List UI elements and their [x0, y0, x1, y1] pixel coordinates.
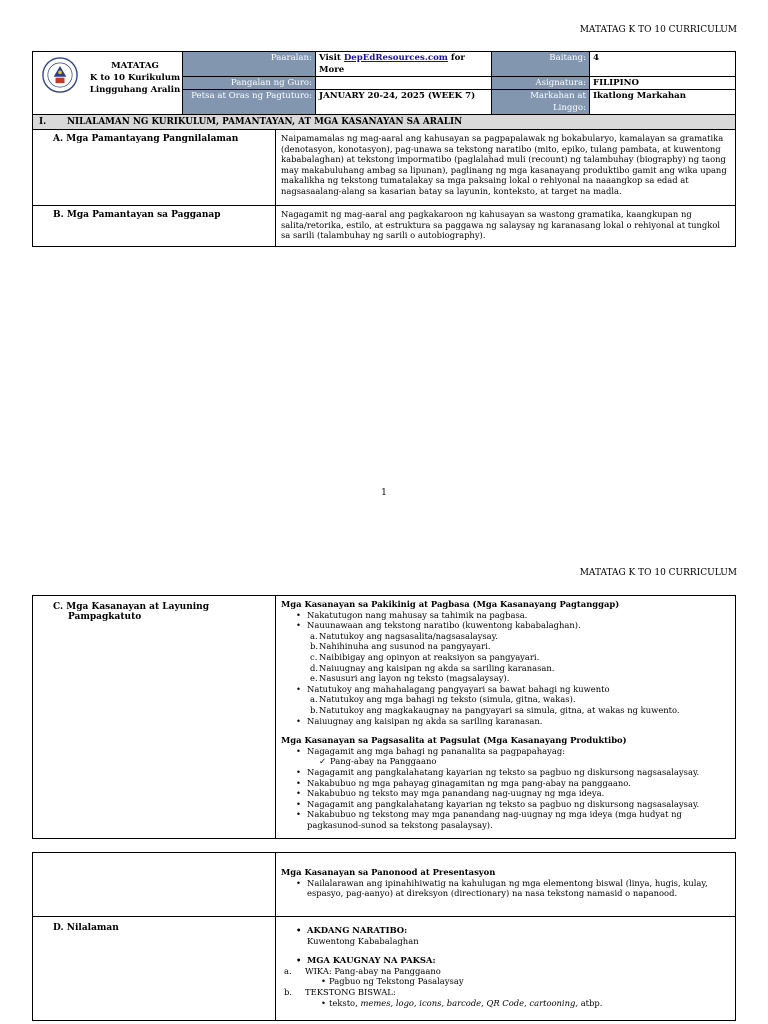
- paaralan-value: Visit DepEdResources.com for More: [316, 52, 492, 77]
- list-item: a. Natutukoy ang nagsasalita/nagsasalaysay.: [310, 630, 498, 641]
- checkmark-icon: ✓: [319, 756, 327, 767]
- list-item: Kuwentong Kababalaghan: [307, 935, 419, 946]
- list-item: • Nakabubuo ng teksto may mga panandang nag-uugnay ng mga ideya.: [281, 788, 730, 799]
- petsa-value: JANUARY 20-24, 2025 (WEEK 7): [316, 90, 492, 115]
- list-item: a. WIKA: Pang-abay na Panggaano: [284, 965, 441, 976]
- section-1-table: [32, 114, 736, 247]
- list-item: b. Natutukoy ang magkakaugnay na pangyayari sa simula, gitna, at wakas ng kuwento.: [310, 704, 680, 715]
- list-item: b. Nahihinuha ang susunod na pangyayari.: [310, 641, 491, 652]
- list-item: b. TEKSTONG BISWAL:: [284, 986, 396, 997]
- pamantayan-pagganap-text: Nagagamit ng mag-aaral ang pagkakaroon ng kahusayan sa wastong gramatika, kaangkupan ng salita/retorika, estilo, at estruktura sa paggawa ng salaysay ng karanasang lokal o rehiyonal at tungkol sa sarili (talambuhay ng sarili o autobiography).: [276, 206, 736, 247]
- deped-resources-link[interactable]: DepEdResources.com: [343, 53, 448, 63]
- list-item: c. Naibibigay ang opinyon at reaksiyon sa pangyayari.: [310, 651, 540, 662]
- list-item: • Nakabubuo ng tekstong may mga panandang nag-uugnay ng mga ideya (mga hudyat ng pagkasunod-sunod sa tekstong pasalaysay).: [281, 809, 730, 830]
- guro-value: [316, 77, 492, 90]
- logo-text: [85, 60, 185, 96]
- baitang-value: 4: [590, 52, 736, 77]
- pagsasalita-pagsulat-heading: Mga Kasanayan sa Pagsasalita at Pagsulat (Mga Kasanayang Produktibo): [281, 735, 627, 746]
- list-item: • teksto, memes, logo, icons, barcode, QR Code, cartooning, atbp.: [281, 998, 730, 1009]
- empty-left-cell: [33, 853, 276, 917]
- nilalaman-label: D. Nilalaman: [33, 917, 276, 1021]
- page-number: 1: [381, 488, 387, 498]
- asignatura-value: FILIPINO: [590, 77, 736, 90]
- list-item: ✓ Pang-abay na Panggaano: [319, 756, 437, 767]
- kasanayan-layunin-label: C. Mga Kasanayan at Layuning Pampagkatuto: [33, 596, 276, 839]
- list-item: a. Natutukoy ang mga bahagi ng teksto (simula, gitna, wakas).: [310, 694, 576, 705]
- markahan-value: Ikatlong Markahan: [590, 90, 736, 115]
- list-item: • Nagagamit ang pangkalahatang kayarian ng teksto sa pagbuo ng diskursong nagsasalaysay.: [281, 767, 730, 778]
- list-item: • Pagbuo ng Tekstong Pasalaysay: [281, 976, 730, 987]
- section-1-title: I. NILALAMAN NG KURIKULUM, PAMANTAYAN, AT MGA KASANAYAN SA ARALIN: [33, 115, 736, 130]
- header-table: [32, 51, 736, 115]
- markahan-label: Markahan at Linggo:: [492, 90, 590, 115]
- pamantayan-pagganap-label: B. Mga Pamantayan sa Pagganap: [33, 206, 276, 247]
- nilalaman-content: [276, 917, 736, 1021]
- list-item: • Nagagamit ang mga bahagi ng pananalita sa pagpapahayag:: [281, 746, 730, 757]
- list-item: • Natutukoy ang mahahalagang pangyayari sa bawat bahagi ng kuwento: [281, 684, 730, 695]
- running-header: MATATAG K TO 10 CURRICULUM: [579, 25, 737, 35]
- list-item: • Nagagamit ang pangkalahatang kayarian ng teksto sa pagbuo ng diskursong nagsasalaysay.: [281, 799, 730, 810]
- list-item: • MGA KAUGNAY NA PAKSA:: [281, 955, 730, 966]
- deped-seal-icon: [42, 57, 78, 93]
- list-item: • Nailalarawan ang ipinahihiwatig na kahulugan ng mga elementong biswal (linya, hugis, kulay, espasyo, pag-aanyo) at direksyon (directionary) na nasa tekstong namasid o napanood.: [281, 878, 730, 899]
- pamantayang-pangnilalaman-label: A. Mga Pamantayang Pangnilalaman: [33, 130, 276, 206]
- pamantayang-pangnilalaman-text: Naipamamalas ng mag-aaral ang kahusayan sa pagpapalawak ng bokabularyo, kamalayan sa gramatika (denotasyon, konotasyon), pag-unawa sa tekstong naratibo (mito, epiko, tulang pambata, at kuwentong kababalaghan) at tekstong impormatibo (paglalahad muli (recount) ng talambuhay (biography) ng taong may makabuluhang ambag sa lipunan), paglinang ng mga kasanayang produktibo gamit ang wika upang makalikha ng tekstong tumatalakay sa mga paksaing lokal o rehiyonal na naaangkop sa edad at nagsasaalang-alang sa kasarian batay sa layunin, konteksto, at target na madla.: [276, 130, 736, 206]
- petsa-label: Petsa at Oras ng Pagtuturo:: [183, 90, 316, 115]
- logo-cell: [33, 52, 183, 115]
- list-item: d. Naiuugnay ang kaisipan ng akda sa sariling karanasan.: [310, 662, 555, 673]
- paaralan-label: Paaralan:: [183, 52, 316, 77]
- list-item: • AKDANG NARATIBO:: [281, 925, 730, 936]
- list-item: • Nakatutugon nang mahusay sa tahimik na pagbasa.: [281, 610, 730, 621]
- section-cd-table: [32, 852, 736, 1021]
- panonood-heading: Mga Kasanayan sa Panonood at Presentasyon: [281, 867, 496, 877]
- logo-line-2: K to 10 Kurikulum: [89, 73, 181, 83]
- list-item: • Nauunawaan ang tekstong naratibo (kuwentong kababalaghan).: [281, 620, 730, 631]
- list-item: • Naiuugnay ang kaisipan ng akda sa sariling karanasan.: [281, 716, 730, 727]
- pakikinig-pagbasa-heading: Mga Kasanayan sa Pakikinig at Pagbasa (Mga Kasanayang Pagtanggap): [281, 599, 620, 609]
- asignatura-label: Asignatura:: [492, 77, 590, 90]
- section-c-table: [32, 595, 736, 839]
- running-header-2: MATATAG K TO 10 CURRICULUM: [579, 568, 737, 578]
- list-item: • Nakabubuo ng mga pahayag ginagamitan ng mga pang-abay na panggaano.: [281, 778, 730, 789]
- panonood-content: [276, 853, 736, 917]
- logo-line-1: MATATAG: [111, 61, 159, 71]
- kasanayan-layunin-content: [276, 596, 736, 839]
- list-item: e. Nasusuri ang layon ng teksto (magsalaysay).: [310, 673, 510, 684]
- logo-line-3: Lingguhang Aralin: [89, 85, 181, 95]
- guro-label: Pangalan ng Guro:: [183, 77, 316, 90]
- baitang-label: Baitang:: [492, 52, 590, 77]
